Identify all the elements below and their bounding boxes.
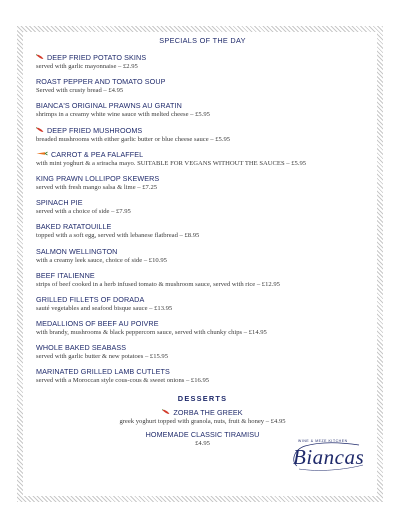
menu-item-name: SPINACH PIE (36, 198, 83, 208)
menu-item-desc: with mint yoghurt & a sriracha mayo. SUITABLE FOR VEGANS WITHOUT THE SAUCES – £5.95 (36, 159, 307, 167)
menu-content (23, 32, 377, 496)
menu-item-desc: Served with crusty bread – £4.95 (36, 87, 124, 95)
menu-item-name: DEEP FRIED POTATO SKINS (47, 53, 147, 62)
biancas-logo (289, 436, 367, 474)
menu-item-name: SALMON WELLINGTON (36, 246, 118, 256)
dessert-item-name: ZORBA THE GREEK (173, 408, 243, 418)
menu-item-desc: served with garlic butter & new potatoes – £15.95 (36, 353, 169, 361)
menu-item-desc: served with a Moroccan style cous-cous & sweet onions – £16.95 (36, 377, 210, 385)
menu-item-name: KING PRAWN LOLLIPOP SKEWERS (36, 173, 160, 183)
menu-item (36, 343, 369, 362)
menu-item (36, 77, 369, 96)
menu-item (36, 198, 369, 217)
menu-item-desc: served with garlic mayonnaise – £2.95 (36, 63, 138, 70)
menu-item-name: BIANCA'S ORIGINAL PRAWNS AU GRATIN (36, 101, 182, 111)
menu-item (36, 295, 369, 314)
menu-item (36, 247, 369, 266)
menu-item-name: DEEP FRIED MUSHROOMS (47, 125, 143, 135)
dessert-item (36, 408, 369, 427)
chili-pepper-icon (162, 409, 170, 415)
specials-title: SPECIALS OF THE DAY (159, 36, 246, 45)
menu-item (36, 271, 369, 290)
menu-item-name: ROAST PEPPER AND TOMATO SOUP (36, 77, 166, 87)
menu-item-desc: served with a choice of side – £7.95 (36, 208, 131, 216)
menu-item-name: CARROT & PEA FALAFFEL (51, 149, 144, 159)
menu-item-name: WHOLE BAKED SEABASS (36, 343, 127, 353)
menu-item-desc: topped with a soft egg, served with lebanese flatbread – £8.95 (36, 232, 200, 240)
chili-pepper-icon (36, 54, 44, 60)
specials-list (36, 53, 369, 386)
menu-item (36, 126, 369, 145)
menu-item-desc: strips of beef cooked in a herb infused tomato & mushroom sauce, served with rice – £12.95 (36, 280, 280, 288)
menu-item (36, 150, 369, 169)
menu-item (36, 319, 369, 338)
menu-item-desc: with a creamy leek sauce, choice of side – £10.95 (36, 256, 167, 264)
menu-item-name: BEEF ITALIENNE (36, 270, 95, 280)
carrot-icon (36, 151, 48, 156)
menu-item-desc: sauté vegetables and seafood bisque sauce – £13.95 (36, 304, 173, 312)
dessert-item-desc: £4.95 (195, 439, 210, 447)
menu-item (36, 53, 369, 72)
hatched-border (17, 26, 383, 502)
menu-item-name: GRILLED FILLETS OF DORADA (36, 294, 145, 304)
menu-item-name: MEDALLIONS OF BEEF AU POIVRE (36, 319, 159, 329)
dessert-item-name: HOMEMADE CLASSIC TIRAMISU (145, 429, 260, 439)
menu-item-name: MARINATED GRILLED LAMB CUTLETS (36, 367, 170, 377)
dessert-item-desc: greek yoghurt topped with granola, nuts, fruit & honey – £4.95 (119, 418, 286, 426)
desserts-title: DESSERTS (177, 394, 228, 404)
menu-item-name: BAKED RATATOUILLE (36, 222, 112, 232)
chili-pepper-icon (36, 127, 44, 133)
logo-wordmark: Biancas (293, 445, 365, 469)
menu-item-desc: with brandy, mushrooms & black peppercorn sauce, served with chunky chips – £14.95 (36, 329, 267, 337)
menu-item (36, 222, 369, 241)
menu-item (36, 174, 369, 193)
menu-item-desc: served with fresh mango salsa & lime – £7.25 (36, 183, 158, 191)
logo-subtitle: WINE & MEZE KITCHEN (298, 439, 348, 443)
menu-item-desc: shrimps in a creamy white wine sauce with melted cheese – £5.95 (36, 111, 210, 119)
menu-item (36, 367, 369, 386)
menu-item-desc: breaded mushrooms with either garlic butter or blue cheese sauce – £5.95 (36, 135, 231, 143)
menu-item (36, 101, 369, 120)
